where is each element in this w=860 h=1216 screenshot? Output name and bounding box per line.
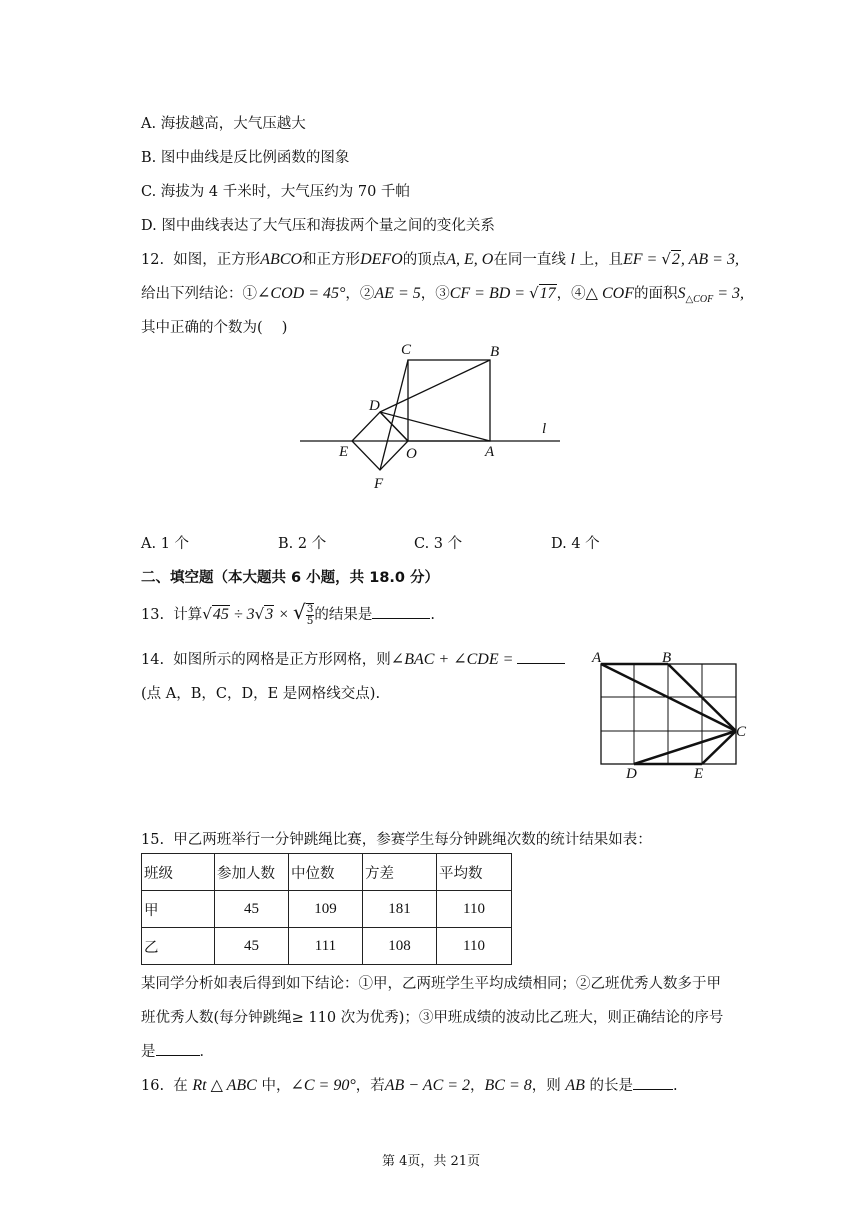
q15-after3: 是 ． — [141, 1040, 214, 1061]
segment-cf — [380, 360, 408, 470]
q12-option-c: C. 3 个 — [414, 536, 463, 552]
label-c: C — [736, 724, 747, 740]
label-f: F — [374, 476, 384, 492]
cell: 108 — [363, 928, 437, 965]
cell: 45 — [215, 891, 289, 928]
header-median: 中位数 — [289, 854, 363, 891]
q12-option-b: B. 2 个 — [278, 536, 327, 552]
q15-after2: 班优秀人数(每分钟跳绳≥ 110 次为优秀)；③甲班成绩的波动比乙班大，则正确结论的序号 — [141, 1010, 724, 1026]
label-e: E — [339, 444, 349, 460]
q15-answer-blank[interactable] — [156, 1041, 200, 1056]
segment-bd — [380, 360, 490, 412]
cell: 甲 — [142, 891, 215, 928]
q11-option-d: D. 图中曲线表达了大气压和海拔两个量之间的变化关系 — [141, 218, 495, 234]
header-count: 参加人数 — [215, 854, 289, 891]
label-o: O — [406, 446, 417, 462]
q12-line1: 12. 如图，正方形ABCO和正方形DEFO的顶点A, E, O在同一直线 l 上，且EF = √2, AB = 3, — [141, 250, 739, 268]
q11-option-a: A. 海拔越高，大气压越大 — [141, 116, 306, 132]
q12-figure — [290, 338, 570, 498]
q12-line2: 给出下列结论：①∠COD = 45°，②AE = 5，③CF = BD = √17，④△ COF的面积$S_{\triangle COF} = 3$, — [141, 284, 744, 305]
q14-line2: (点 A，B，C，D，E 是网格线交点). — [141, 686, 381, 702]
table-row — [142, 891, 512, 928]
q12-option-d: D. 4 个 — [551, 536, 600, 552]
cell: 45 — [215, 928, 289, 965]
label-a: A — [485, 444, 495, 460]
section-title: 二、填空题（本大题共 6 小题，共 18.0 分） — [141, 570, 440, 586]
label-d: D — [369, 398, 380, 414]
square-abco — [408, 360, 490, 441]
page-footer: 第 4页，共 21页 — [382, 1154, 481, 1169]
label-c: C — [401, 342, 412, 358]
segment-da — [380, 412, 490, 441]
label-a: A — [592, 650, 602, 666]
q16: 16. 在 Rt △ ABC 中，∠C = 90°，若AB − AC = 2，BC = 8，则 AB 的长是 . — [141, 1077, 678, 1094]
q12-option-a: A. 1 个 — [141, 536, 190, 552]
q13: 13. 计算√45 ÷ 3√3 × √ $\frac{3}{5}$ 的结果是 . — [141, 600, 436, 627]
cell: 109 — [289, 891, 363, 928]
cell: 111 — [289, 928, 363, 965]
q16-answer-blank[interactable] — [633, 1075, 673, 1090]
q11-option-b: B. 图中曲线是反比例函数的图象 — [141, 150, 350, 166]
q15-after1: 某同学分析如表后得到如下结论：①甲，乙两班学生平均成绩相同；②乙班优秀人数多于甲 — [141, 976, 721, 992]
header-class: 班级 — [142, 854, 215, 891]
header-mean: 平均数 — [437, 854, 512, 891]
label-b: B — [490, 344, 500, 360]
q15-stats-table — [141, 853, 512, 965]
label-e: E — [694, 766, 704, 780]
label-b: B — [662, 650, 672, 666]
q14-answer-blank[interactable] — [517, 649, 565, 664]
q15-intro: 15. 甲乙两班举行一分钟跳绳比赛，参赛学生每分钟跳绳次数的统计结果如表： — [141, 832, 652, 848]
header-variance: 方差 — [363, 854, 437, 891]
label-d: D — [626, 766, 637, 780]
q14-line1: 14. 如图所示的网格是正方形网格，则∠BAC + ∠CDE = — [141, 648, 565, 669]
cell: 乙 — [142, 928, 215, 965]
table-header-row — [142, 854, 512, 891]
cell: 110 — [437, 891, 512, 928]
q14-grid-figure — [588, 648, 752, 780]
q11-option-c: C. 海拔为 4 千米时，大气压约为 70 千帕 — [141, 184, 410, 200]
label-l: l — [542, 421, 547, 437]
table-row — [142, 928, 512, 965]
q12-line3: 其中正确的个数为( ) — [141, 320, 288, 336]
cell: 181 — [363, 891, 437, 928]
q13-answer-blank[interactable] — [372, 604, 430, 619]
cell: 110 — [437, 928, 512, 965]
